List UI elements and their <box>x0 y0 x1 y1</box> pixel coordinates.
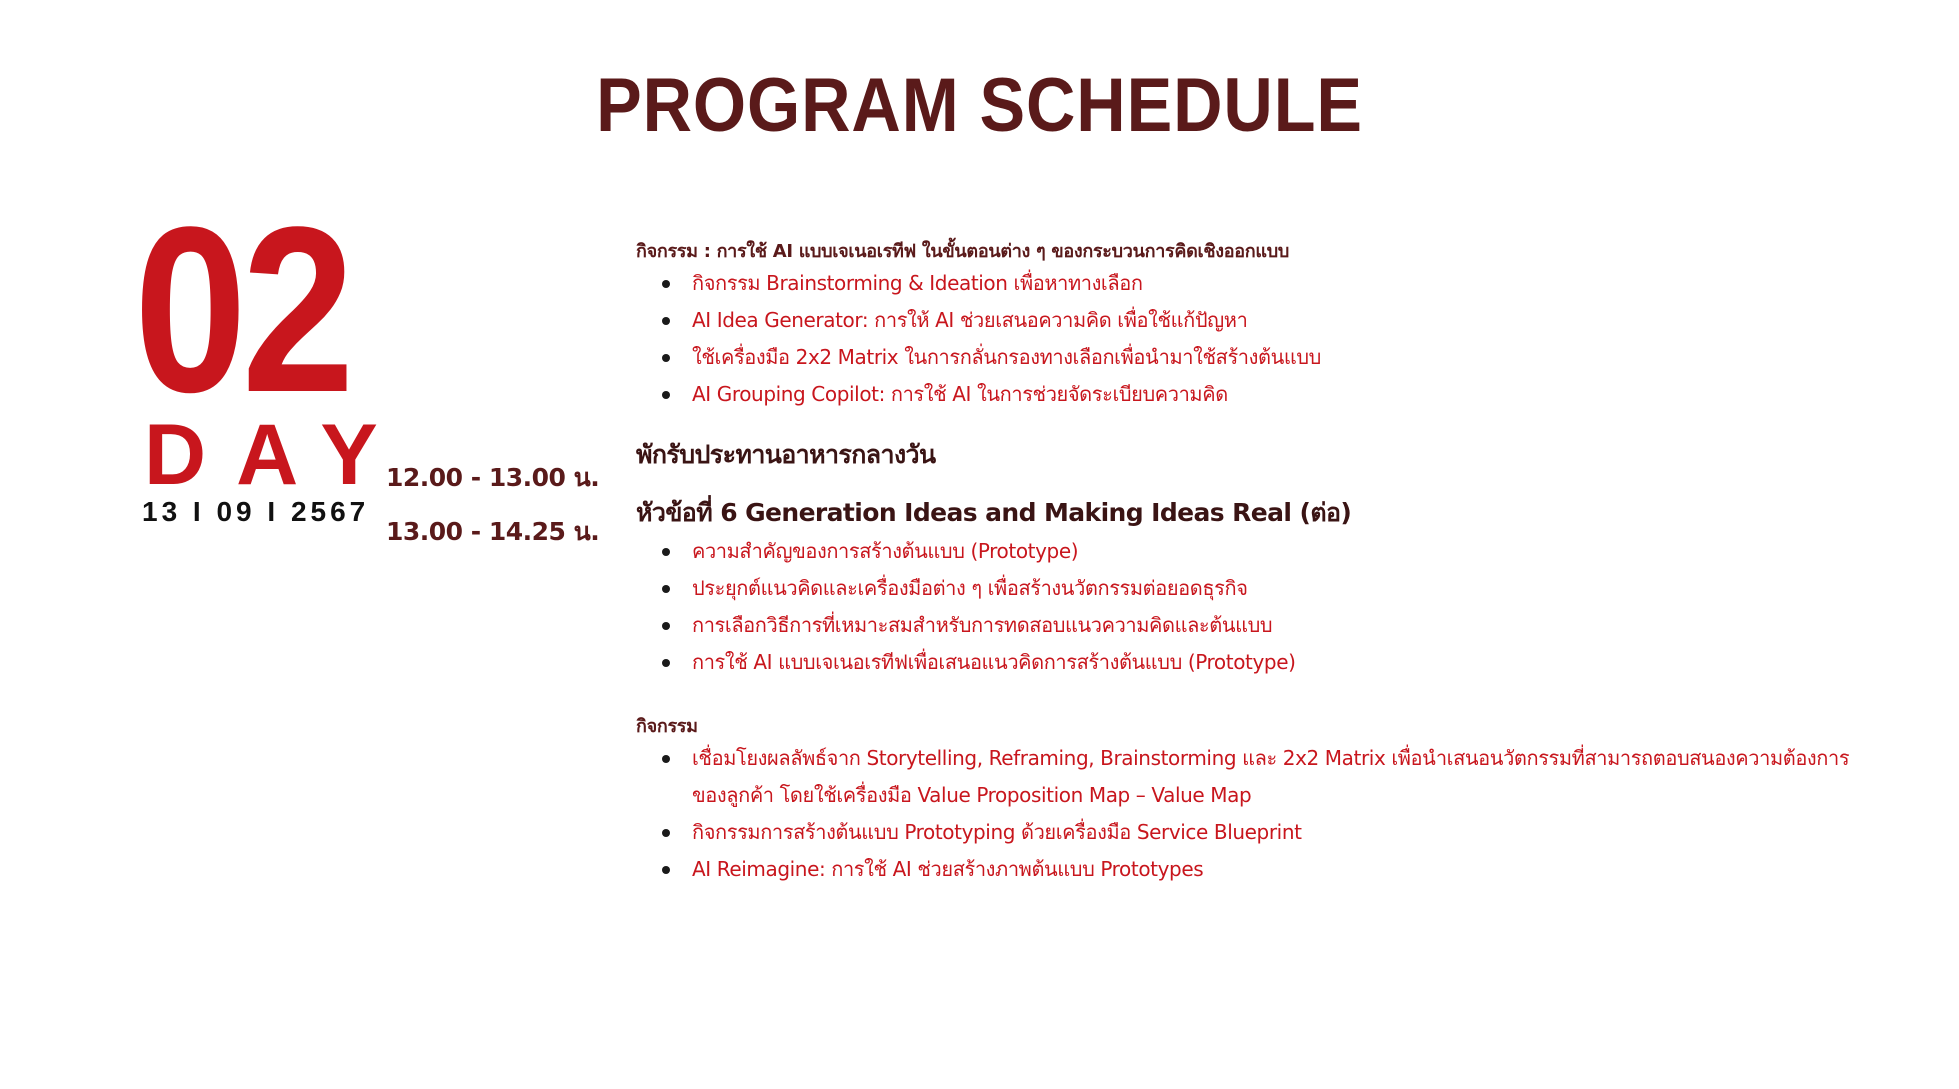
day-number: 02 <box>134 178 350 442</box>
day-date: 13 I 09 I 2567 <box>142 496 370 527</box>
day-word: DAY <box>144 407 408 503</box>
list-item: เชื่อมโยงผลลัพธ์จาก Storytelling, Reframing, Brainstorming และ 2x2 Matrix เพื่อนำเสนอนวัตกรรมที่สามารถตอบสนองความต้องการของลูกค้า โดยใช้เครื่องมือ Value Proposition Map – Value Map <box>636 740 1872 814</box>
topic-heading: หัวข้อที่ 6 Generation Ideas and Making Ideas Real (ต่อ) <box>636 498 1352 527</box>
list-item: ความสำคัญของการสร้างต้นแบบ (Prototype) <box>636 533 1926 570</box>
list-item: AI Grouping Copilot: การใช้ AI ในการช่วยจัดระเบียบความคิด <box>636 376 1926 413</box>
list-item: การใช้ AI แบบเจเนอเรทีฟเพื่อเสนอแนวคิดการสร้างต้นแบบ (Prototype) <box>636 644 1926 681</box>
topic-list <box>636 533 1926 681</box>
list-item: การเลือกวิธีการที่เหมาะสมสำหรับการทดสอบแนวความคิดและต้นแบบ <box>636 607 1926 644</box>
activity-label: กิจกรรม <box>636 716 698 737</box>
lunch-heading: พักรับประทานอาหารกลางวัน <box>636 440 936 469</box>
activity-list <box>636 740 1926 888</box>
activity-label: กิจกรรม : การใช้ AI แบบเจเนอเรทีฟ ในขั้นตอนต่าง ๆ ของกระบวนการคิดเชิงออกแบบ <box>636 241 1289 262</box>
time-slot-topic6: 13.00 - 14.25 น. <box>386 517 600 546</box>
list-item: AI Idea Generator: การให้ AI ช่วยเสนอความคิด เพื่อใช้แก้ปัญหา <box>636 302 1926 339</box>
activity-list <box>636 265 1926 413</box>
time-slot-lunch: 12.00 - 13.00 น. <box>386 463 600 492</box>
page-title: PROGRAM SCHEDULE <box>596 63 1363 148</box>
list-item: ประยุกต์แนวคิดและเครื่องมือต่าง ๆ เพื่อสร้างนวัตกรรมต่อยอดธุรกิจ <box>636 570 1926 607</box>
list-item: กิจกรรมการสร้างต้นแบบ Prototyping ด้วยเครื่องมือ Service Blueprint <box>636 814 1926 851</box>
schedule-content <box>636 236 1926 888</box>
list-item: กิจกรรม Brainstorming & Ideation เพื่อหาทางเลือก <box>636 265 1926 302</box>
list-item: ใช้เครื่องมือ 2x2 Matrix ในการกลั่นกรองทางเลือกเพื่อนำมาใช้สร้างต้นแบบ <box>636 339 1926 376</box>
list-item: AI Reimagine: การใช้ AI ช่วยสร้างภาพต้นแบบ Prototypes <box>636 851 1926 888</box>
